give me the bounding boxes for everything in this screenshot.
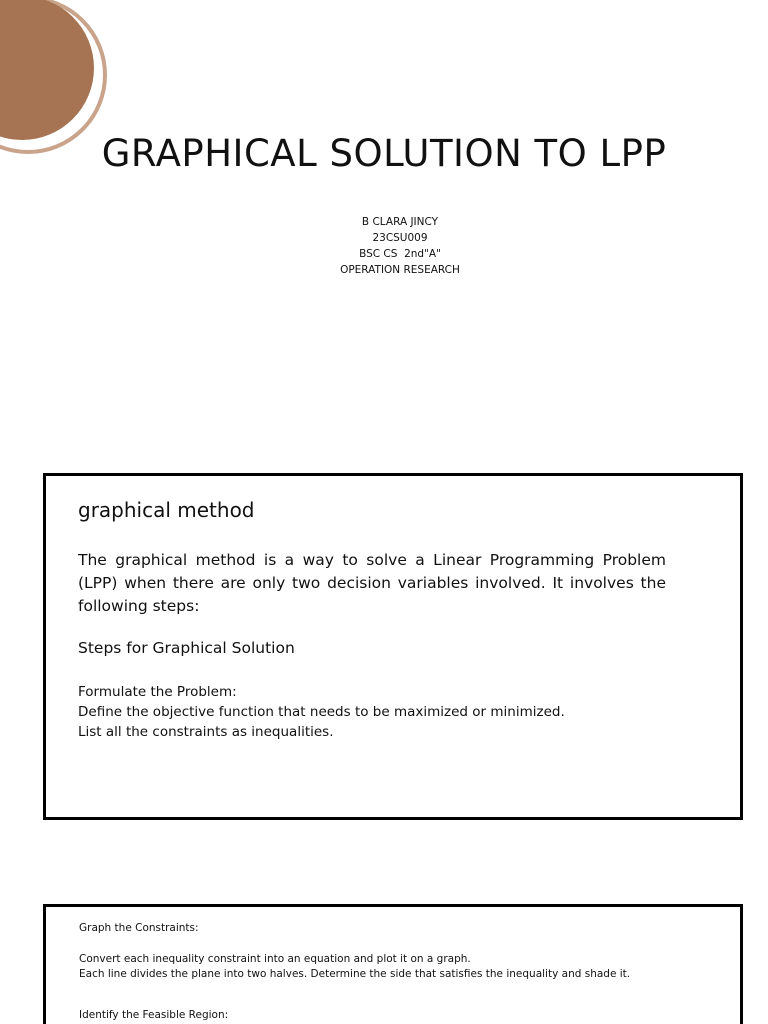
author-name: B CLARA JINCY [361,216,439,228]
card-heading: graphical method [78,498,255,522]
page-title: GRAPHICAL SOLUTION TO LPP [101,132,667,175]
steps-subheading: Steps for Graphical Solution [78,639,295,657]
spacer [79,937,630,952]
section-line: Each line divides the plane into two halves. Determine the side that satisfies the inequality and shade it. [79,968,631,980]
subject-name: OPERATION RESEARCH [340,264,460,276]
section-title: Identify the Feasible Region: [79,1008,229,1021]
author-info [0,214,768,278]
class-info: BSC CS 2nd"A" [359,248,441,260]
decorative-filled-circle [0,0,94,140]
step-line: Formulate the Problem: [78,684,237,700]
steps-list [78,682,565,742]
step-line: Define the objective function that needs to be maximized or minimized. [78,704,565,720]
section-line: Convert each inequality constraint into an equation and plot it on a graph. [79,952,471,965]
constraints-text [79,921,630,1023]
graphical-method-card [43,473,743,820]
roll-number: 23CSU009 [372,232,428,244]
intro-paragraph: The graphical method is a way to solve a Linear Programming Problem (LPP) when there are only two decision variables involved. It involves the following steps: [78,551,666,615]
section-title: Graph the Constraints: [79,922,199,934]
constraints-card [43,904,743,1024]
spacer [79,983,630,1008]
step-line: List all the constraints as inequalities. [78,724,334,740]
